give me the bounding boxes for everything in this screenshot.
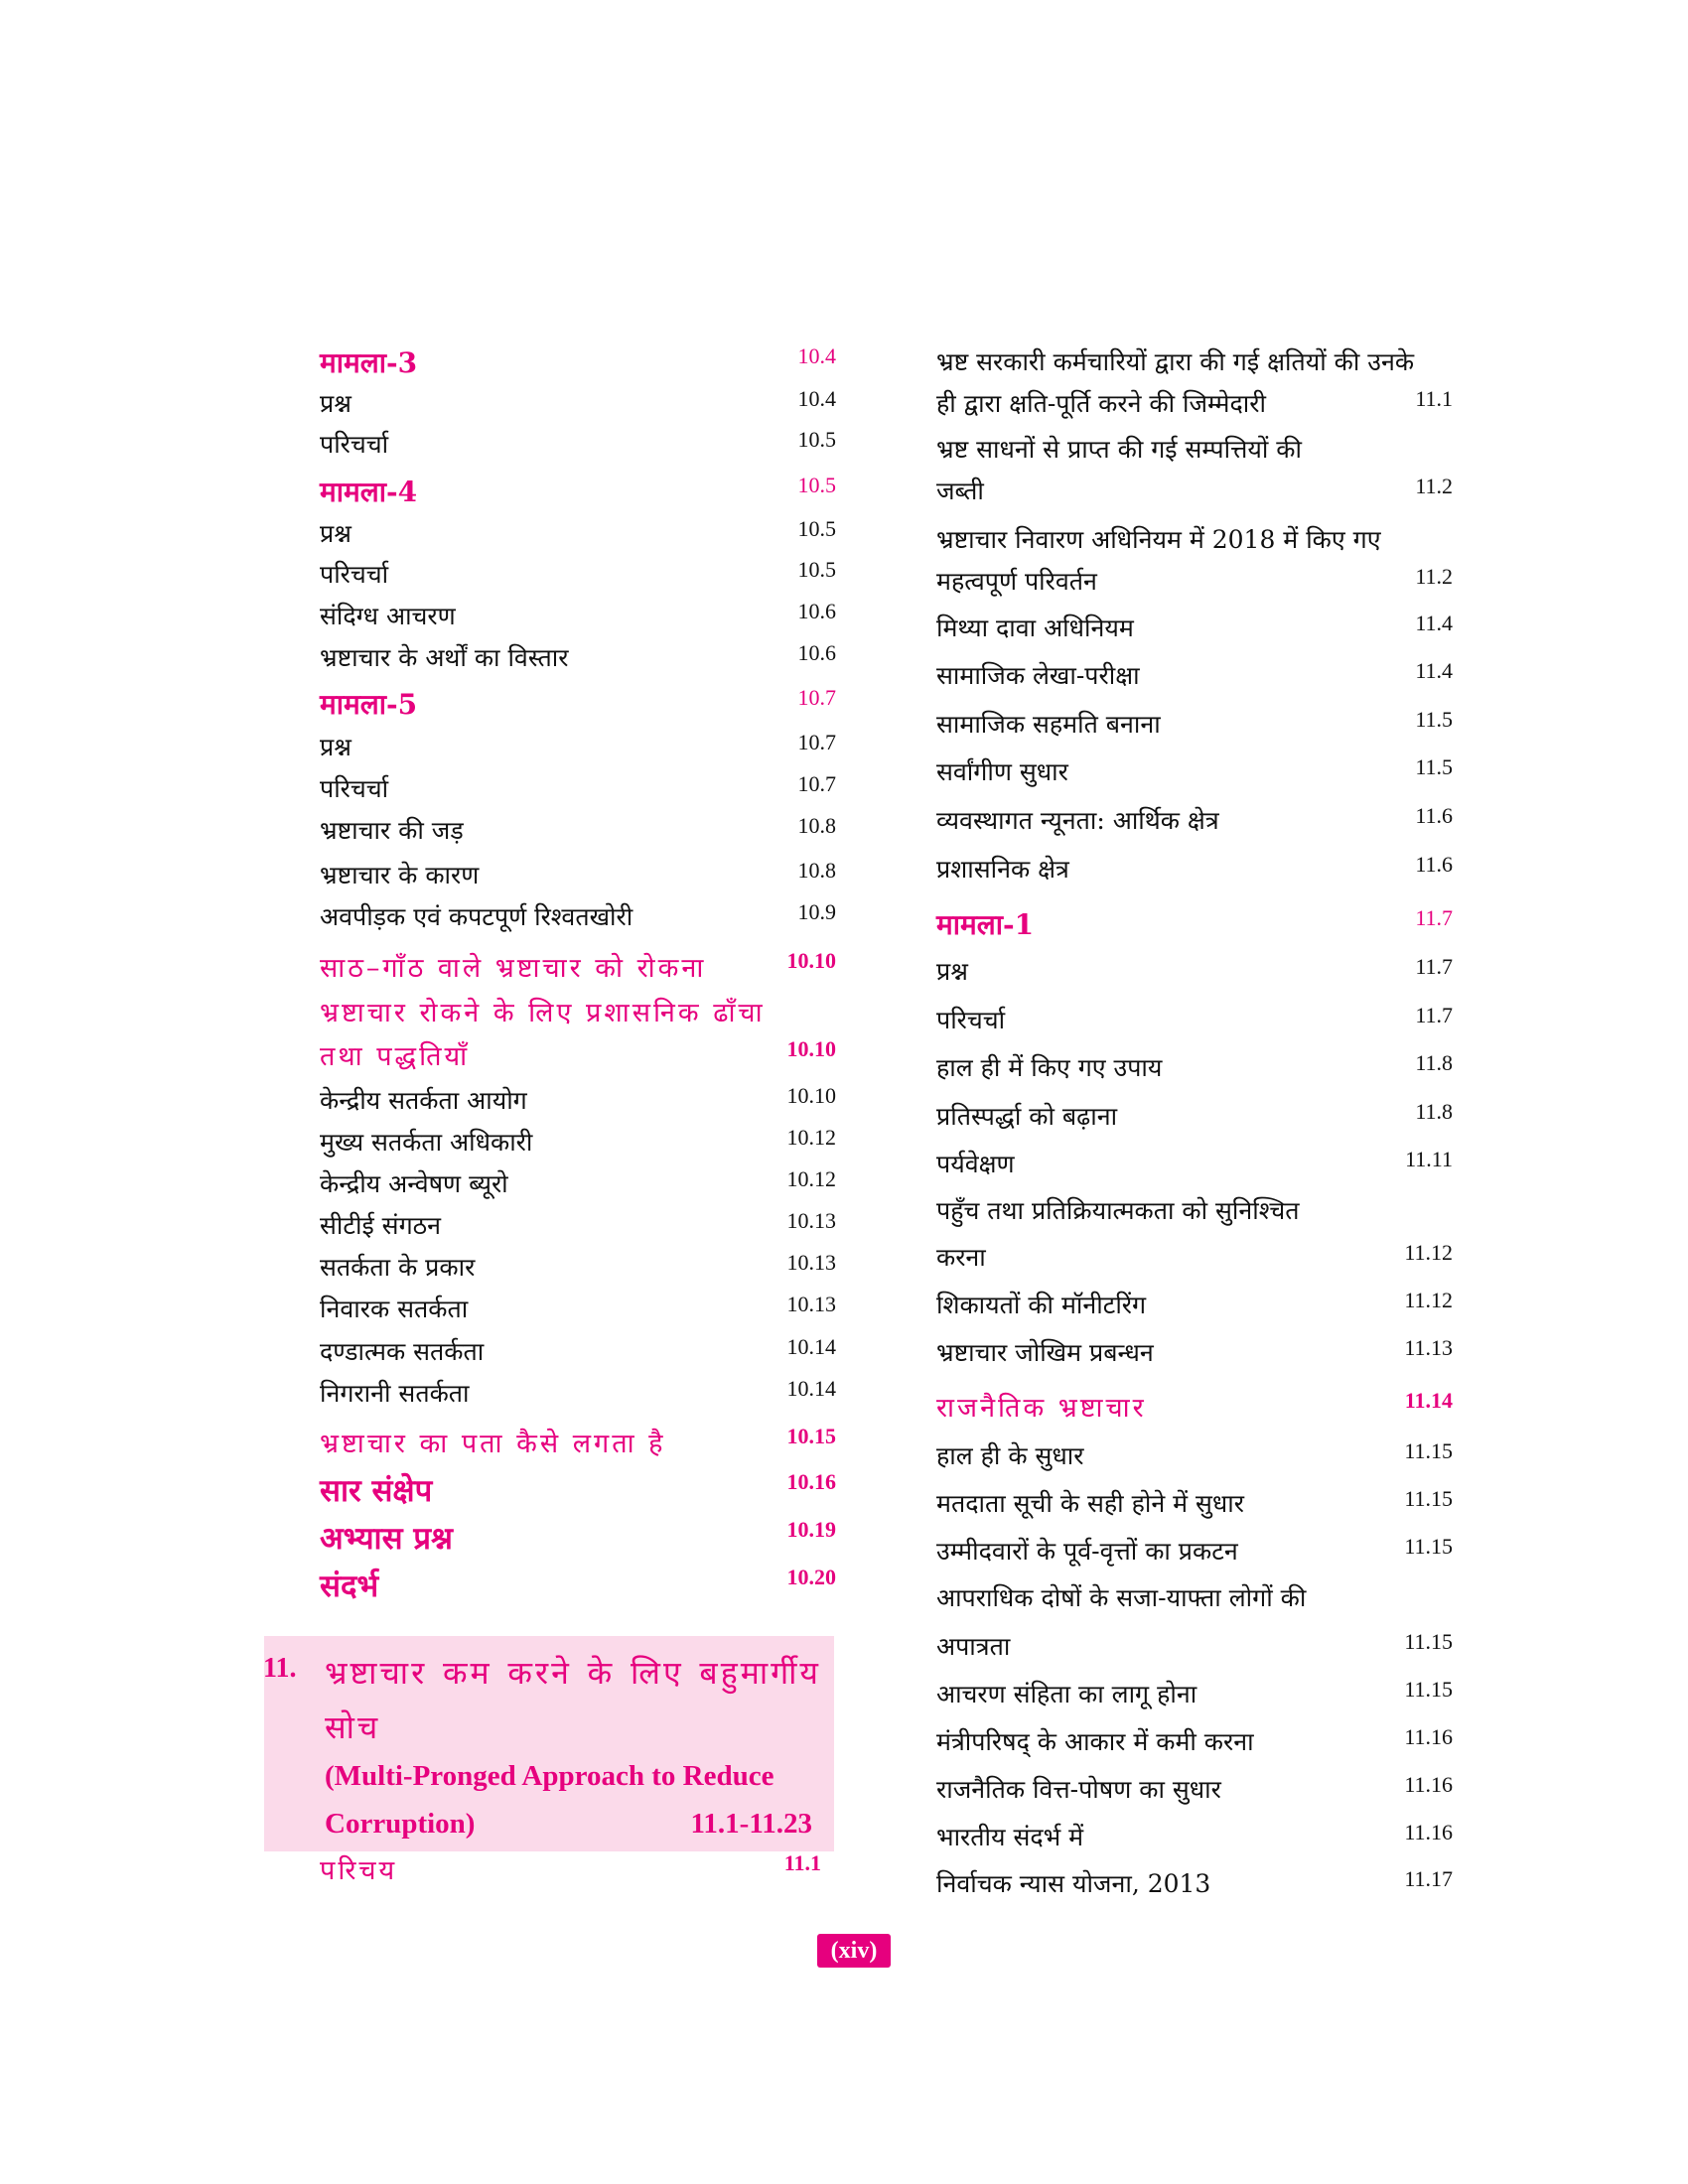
toc-entry-text: परिचय (320, 1855, 398, 1886)
page-number: (xiv) (817, 1934, 891, 1968)
toc-entry-page: 11.11 (1405, 1147, 1453, 1171)
toc-entry[interactable] (320, 858, 836, 897)
chapter-title: भ्रष्टाचार कम करने के लिए बहुमार्गीय सोच (325, 1654, 821, 1746)
toc-entry-text: भ्रष्टाचार निवारण अधिनियम में 2018 में किए गए (936, 525, 1381, 554)
toc-entry-page: 11.16 (1404, 1724, 1453, 1749)
toc-entry-page: 11.12 (1404, 1240, 1453, 1265)
toc-entry-text: शिकायतों की मॉनीटरिंग (936, 1291, 1147, 1319)
toc-entry-text: भ्रष्टाचार का पता कैसे लगता है (320, 1429, 666, 1459)
toc-entry-text: भ्रष्टाचार के अर्थों का विस्तार (320, 643, 569, 672)
toc-entry-page: 11.7 (1415, 905, 1453, 930)
toc-entry-page: 11.7 (1415, 954, 1453, 979)
toc-entry-page: 11.4 (1415, 611, 1453, 635)
toc-entry[interactable] (320, 427, 836, 467)
toc-entry-text: राजनैतिक वित्त-पोषण का सुधार (936, 1775, 1221, 1804)
toc-entry[interactable] (936, 905, 1453, 945)
toc-entry-text: अवपीड़क एवं कपटपूर्ण रिश्वतखोरी (320, 902, 633, 931)
toc-entry[interactable] (936, 386, 1453, 426)
toc-entry-text: अभ्यास प्रश्न (320, 1521, 453, 1557)
toc-entry[interactable] (936, 803, 1453, 843)
toc-entry-text: प्रश्न (320, 389, 352, 418)
toc-entry[interactable] (936, 1820, 1453, 1859)
toc-entry[interactable] (320, 516, 836, 556)
toc-entry-page: 11.16 (1404, 1772, 1453, 1797)
toc-entry-text: प्रशासनिक क्षेत्र (936, 855, 1069, 884)
toc-entry[interactable] (320, 473, 836, 512)
toc-entry-page: 11.1 (1415, 386, 1453, 411)
toc-entry[interactable] (936, 611, 1453, 650)
toc-entry-page: 10.4 (797, 386, 836, 411)
toc-entry[interactable] (320, 1083, 836, 1123)
toc-entry[interactable] (936, 1335, 1453, 1375)
toc-entry[interactable] (936, 1050, 1453, 1090)
toc-entry-page: 11.8 (1415, 1050, 1453, 1075)
toc-entry-text: आचरण संहिता का लागू होना (936, 1680, 1197, 1708)
toc-entry-text: मामला-3 (320, 346, 418, 379)
toc-entry[interactable] (320, 640, 836, 680)
toc-entry-page: 10.12 (786, 1125, 836, 1150)
toc-entry-text: मतदाता सूची के सही होने में सुधार (936, 1489, 1245, 1518)
toc-entry-text: भ्रष्टाचार की जड़ (320, 816, 464, 845)
toc-entry-page: 10.13 (786, 1208, 836, 1233)
toc-entry[interactable] (320, 1469, 836, 1509)
toc-entry-page: 10.9 (797, 899, 836, 924)
toc-entry-page: 10.6 (797, 640, 836, 665)
toc-entry-text: केन्द्रीय सतर्कता आयोग (320, 1086, 527, 1115)
toc-entry[interactable] (320, 557, 836, 597)
toc-entry[interactable] (320, 1208, 836, 1248)
toc-entry-page: 11.8 (1415, 1099, 1453, 1124)
toc-entry-text: जब्ती (936, 477, 984, 505)
toc-entry-page: 11.15 (1404, 1629, 1453, 1654)
toc-entry[interactable] (936, 1486, 1453, 1526)
toc-entry[interactable] (936, 1003, 1453, 1042)
toc-entry[interactable] (320, 1517, 836, 1557)
toc-entry-text: दण्डात्मक सतर्कता (320, 1337, 485, 1366)
toc-entry-page: 10.5 (797, 473, 836, 497)
toc-entry[interactable] (320, 899, 836, 939)
toc-entry-text: भ्रष्ट साधनों से प्राप्त की गई सम्पत्तियों की (936, 435, 1302, 464)
toc-entry-page: 11.6 (1415, 852, 1453, 877)
toc-entry[interactable] (320, 813, 836, 853)
toc-entry-page: 10.12 (786, 1166, 836, 1191)
toc-entry-text: अपात्रता (936, 1632, 1011, 1661)
toc-entry-page: 11.12 (1404, 1288, 1453, 1312)
toc-entry-page: 10.13 (786, 1250, 836, 1275)
toc-entry-page: 11.1 (783, 1850, 821, 1875)
toc-entry[interactable] (320, 1424, 836, 1463)
toc-entry-page: 11.5 (1415, 754, 1453, 779)
toc-entry-page: 11.14 (1404, 1388, 1453, 1413)
toc-entry[interactable] (320, 730, 836, 769)
toc-entry-page: 11.17 (1404, 1866, 1453, 1891)
toc-entry-page: 10.16 (786, 1469, 836, 1494)
toc-entry-text: निर्वाचक न्यास योजना, 2013 (936, 1869, 1211, 1898)
toc-entry[interactable] (936, 344, 1453, 384)
toc-entry-page: 11.2 (1415, 564, 1453, 589)
toc-entry[interactable] (936, 1580, 1453, 1620)
toc-entry-page: 10.14 (786, 1376, 836, 1401)
toc-entry[interactable] (936, 1677, 1453, 1716)
toc-entry[interactable] (320, 1250, 836, 1290)
toc-entry-text: प्रतिस्पर्द्धा को बढ़ाना (936, 1102, 1118, 1131)
toc-entry[interactable] (320, 993, 836, 1032)
toc-entry-page: 11.15 (1404, 1486, 1453, 1511)
toc-entry-text: प्रश्न (936, 957, 968, 986)
toc-entry-page: 11.16 (1404, 1820, 1453, 1844)
toc-entry-text: सर्वांगीण सुधार (936, 757, 1068, 786)
toc-entry-text: हाल ही के सुधार (936, 1441, 1084, 1470)
toc-entry[interactable] (936, 1388, 1453, 1428)
toc-entry-page: 10.4 (797, 343, 836, 368)
toc-entry[interactable] (320, 771, 836, 811)
toc-entry-page: 11.6 (1415, 803, 1453, 828)
toc-entry-text: मिथ्या दावा अधिनियम (936, 614, 1134, 642)
toc-entry-text: भ्रष्टाचार रोकने के लिए प्रशासनिक ढाँचा (320, 998, 766, 1028)
toc-entry-text: निवारक सतर्कता (320, 1295, 469, 1323)
toc-entry-page: 10.10 (786, 948, 836, 973)
toc-entry-text: निगरानी सतर्कता (320, 1379, 470, 1408)
toc-entry[interactable] (320, 599, 836, 638)
toc-entry[interactable] (320, 1166, 836, 1206)
toc-entry[interactable] (936, 754, 1453, 794)
toc-entry-text: सतर्कता के प्रकार (320, 1253, 476, 1282)
toc-entry-intro[interactable] (320, 1850, 821, 1890)
toc-entry[interactable] (936, 1772, 1453, 1812)
toc-entry-page: 11.15 (1404, 1534, 1453, 1559)
toc-entry[interactable] (936, 1099, 1453, 1139)
chapter-number: 11. (263, 1653, 297, 1684)
toc-entry[interactable] (936, 1534, 1453, 1573)
toc-entry-text: पर्यवेक्षण (936, 1150, 1015, 1178)
toc-entry-page: 11.15 (1404, 1438, 1453, 1463)
toc-entry[interactable] (936, 474, 1453, 513)
toc-entry-text: करना (936, 1243, 986, 1272)
toc-entry-text: मंत्रीपरिषद् के आकार में कमी करना (936, 1727, 1254, 1756)
toc-entry-text: व्यवस्थागत न्यूनता: आर्थिक क्षेत्र (936, 806, 1219, 835)
toc-entry[interactable] (320, 1125, 836, 1164)
toc-entry[interactable] (936, 707, 1453, 747)
toc-entry-text: उम्मीदवारों के पूर्व-वृत्तों का प्रकटन (936, 1537, 1238, 1566)
toc-entry-text: संदर्भ (320, 1569, 379, 1604)
toc-entry[interactable] (936, 1629, 1453, 1669)
toc-entry[interactable] (936, 852, 1453, 891)
toc-entry[interactable] (936, 522, 1453, 562)
toc-entry-page: 11.4 (1415, 658, 1453, 683)
toc-entry[interactable] (320, 1292, 836, 1331)
toc-entry[interactable] (320, 1565, 836, 1604)
toc-entry-page: 11.15 (1404, 1677, 1453, 1702)
toc-entry[interactable] (936, 658, 1453, 698)
toc-entry-page: 10.10 (786, 1036, 836, 1061)
toc-entry-text: परिचर्चा (320, 430, 389, 459)
toc-entry-page: 10.5 (797, 557, 836, 582)
toc-entry-page: 10.15 (786, 1424, 836, 1448)
chapter-english-title (325, 1752, 834, 1847)
toc-entry-text: पहुँच तथा प्रतिक्रियात्मकता को सुनिश्चित (936, 1196, 1300, 1225)
toc-entry-text: राजनैतिक भ्रष्टाचार (936, 1393, 1147, 1424)
toc-entry[interactable] (320, 685, 836, 725)
toc-entry-text: परिचर्चा (320, 774, 389, 803)
toc-entry-text: मुख्य सतर्कता अधिकारी (320, 1128, 533, 1157)
toc-entry-text: मामला-5 (320, 688, 418, 721)
toc-entry-text: मामला-4 (320, 476, 418, 508)
toc-entry-text: ही द्वारा क्षति-पूर्ति करने की जिम्मेदारी (936, 389, 1266, 418)
toc-entry-page: 10.19 (786, 1517, 836, 1542)
toc-entry-text: संदिग्ध आचरण (320, 602, 456, 630)
toc-entry-text: सामाजिक लेखा-परीक्षा (936, 661, 1140, 690)
toc-entry-page: 10.10 (786, 1083, 836, 1108)
toc-entry-page: 10.5 (797, 427, 836, 452)
chapter-page-range: 11.1-11.23 (690, 1808, 812, 1840)
toc-entry-page: 10.7 (797, 730, 836, 754)
toc-entry[interactable] (936, 954, 1453, 994)
toc-entry-text: प्रश्न (320, 519, 352, 548)
toc-entry-text: भ्रष्टाचार जोखिम प्रबन्धन (936, 1338, 1154, 1367)
toc-entry[interactable] (936, 1147, 1453, 1186)
toc-entry[interactable] (320, 1376, 836, 1416)
toc-entry[interactable] (936, 1240, 1453, 1280)
toc-entry-page: 10.7 (797, 771, 836, 796)
toc-entry-text: आपराधिक दोषों के सजा-याफ्ता लोगों की (936, 1583, 1307, 1612)
toc-entry[interactable] (936, 1866, 1453, 1906)
toc-entry-text: भ्रष्टाचार के कारण (320, 861, 480, 889)
toc-entry-text: सीटीई संगठन (320, 1211, 442, 1240)
toc-entry[interactable] (936, 1288, 1453, 1327)
toc-entry-page: 11.5 (1415, 707, 1453, 732)
toc-entry[interactable] (320, 1334, 836, 1374)
toc-entry-text: मामला-1 (936, 908, 1035, 941)
toc-entry-page: 10.7 (797, 685, 836, 710)
toc-entry-page: 10.8 (797, 858, 836, 883)
toc-entry-page: 10.14 (786, 1334, 836, 1359)
toc-entry[interactable] (320, 1036, 836, 1076)
toc-entry-page: 11.2 (1415, 474, 1453, 498)
toc-entry[interactable] (936, 432, 1453, 472)
toc-entry-text: परिचर्चा (320, 560, 389, 589)
toc-entry[interactable] (936, 1438, 1453, 1478)
toc-entry-page: 10.20 (786, 1565, 836, 1589)
toc-entry-page: 11.13 (1404, 1335, 1453, 1360)
toc-entry-text: हाल ही में किए गए उपाय (936, 1053, 1163, 1082)
toc-entry-text: सार संक्षेप (320, 1473, 433, 1509)
toc-entry[interactable] (320, 386, 836, 426)
toc-entry-text: तथा पद्धतियाँ (320, 1041, 471, 1072)
toc-entry-text: भ्रष्ट सरकारी कर्मचारियों द्वारा की गई क्षतियों की उनके (936, 347, 1415, 376)
toc-entry-text: परिचर्चा (936, 1006, 1006, 1034)
toc-entry-page: 10.8 (797, 813, 836, 838)
toc-entry[interactable] (936, 1193, 1453, 1233)
toc-entry-text: साठ–गाँठ वाले भ्रष्टाचार को रोकना (320, 953, 707, 984)
chapter-english-text: (Multi-Pronged Approach to Reduce Corruption) (325, 1760, 774, 1840)
toc-entry-text: केन्द्रीय अन्वेषण ब्यूरो (320, 1169, 508, 1198)
toc-entry-text: प्रश्न (320, 733, 352, 761)
toc-entry[interactable] (320, 343, 836, 383)
toc-entry-text: सामाजिक सहमति बनाना (936, 710, 1161, 739)
toc-entry-page: 11.7 (1415, 1003, 1453, 1027)
toc-entry[interactable] (936, 564, 1453, 604)
toc-entry-text: महत्वपूर्ण परिवर्तन (936, 567, 1097, 596)
toc-entry-page: 10.6 (797, 599, 836, 623)
toc-entry-page: 10.13 (786, 1292, 836, 1316)
toc-entry-text: भारतीय संदर्भ में (936, 1823, 1084, 1851)
toc-entry[interactable] (320, 948, 836, 988)
toc-entry[interactable] (936, 1724, 1453, 1764)
toc-entry-page: 10.5 (797, 516, 836, 541)
